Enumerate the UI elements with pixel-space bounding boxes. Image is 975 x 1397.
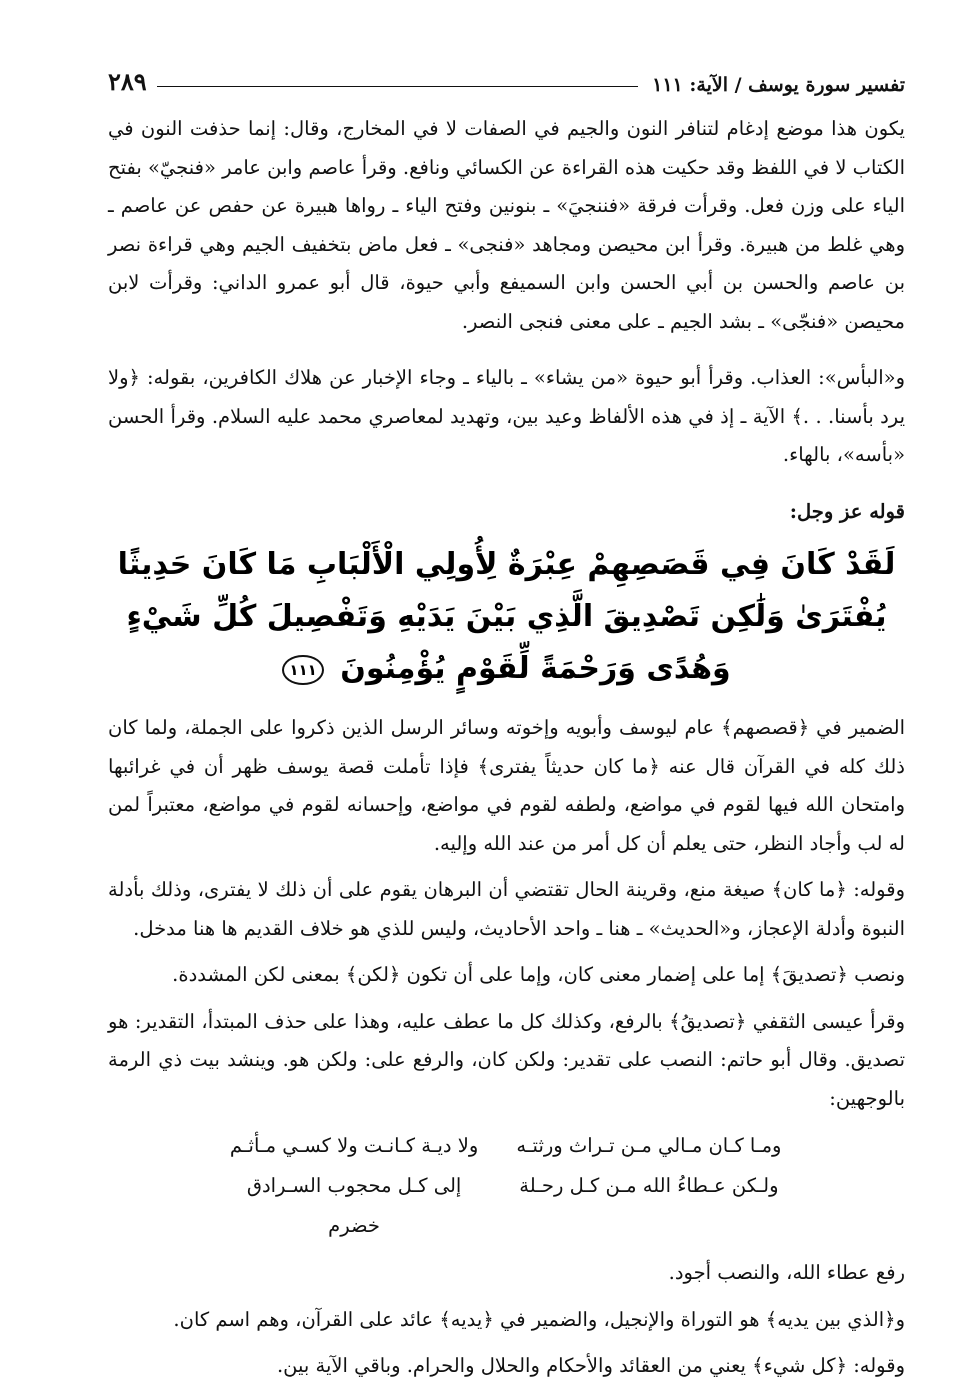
paragraph-4: الضمير في ﴿قصصهم﴾ عام ليوسف وأبويه وإخوته وسائر الرسل الذين ذكروا على الجملة، ولما كان ذلك كله في القرآن قال عنه ﴿ما كان حديثاً يفترى﴾ فإذا تأملت قصة يوسف ظهر أن في غرائبها وامتحان الله فيها لقوم في مواضع، ولطفه لقوم في مواضع، وإحسانه لقوم في مواضع، معتبراً لمن له لب وأجاد النظر، حتى يعلم أن كل أمر من عند الله وإليه. [108, 716, 905, 855]
paragraph-9: و﴿الذي بين يديه﴾ هو التوراة والإنجيل، والضمير في ﴿يديه﴾ عائد على القرآن، وهم اسم كان. [173, 1307, 905, 1331]
paragraph-1: يكون هذا موضع إدغام لتنافر النون والجيم في الصفات لا في المخارج، وقال: إنما حذفت النون في الكتاب لا في اللفظ وقد حكيت هذه القراءة عن الكسائي ونافع. وقرأ عاصم وابن عامر «فنجيّ» بفتح الياء على وزن فعل. وقرأت فرقة «فننجيَ» ـ بنونين وفتح الياء ـ رواها هبيرة عن حفص عن عاصم ـ وهي غلط من هبيرة. وقرأ ابن محيصن ومجاهد «فنجى» ـ فعل ماض بتخفيف الجيم وهي قراءة نصر بن عاصم والحسن بن أبي الحسن وابن السميفع وأبي حيوة، قال أبو عمرو الداني: وقرأت لابن محيصن «فنجّى» ـ بشد الجيم ـ على معنى فنجى النصر. [108, 117, 905, 333]
header-rule [157, 86, 638, 87]
paragraph-6: ونصب ﴿تصديقَ﴾ إما على إضمار معنى كان، وإما على أن تكون ﴿لكن﴾ بمعنى لكن المشددة. [172, 963, 905, 986]
verse-text: لَقَدْ كَانَ فِي قَصَصِهِمْ عِبْرَةٌ لِأُولِي الْأَلْبَابِ مَا كَانَ حَدِيثًا يُفْتَرَىٰ وَلَٰكِن تَصْدِيقَ الَّذِي بَيْنَ يَدَيْهِ وَتَفْصِيلَ كُلِّ شَيْءٍ وَهُدًى وَرَحْمَةً لِّقَوْمٍ يُؤْمِنُونَ [117, 547, 896, 686]
page-header [108, 62, 905, 96]
paragraph-2: و«البأس»: العذاب. وقرأ أبو حيوة «من يشاء» ـ بالياء ـ وجاء الإخبار عن هلاك الكافرين، بقوله: ﴿ولا يرد بأسنا. . .﴾ الآية ـ إذ في هذه الألفاظ وعيد بين، وتهديد لمعاصري محمد عليه السلام. وقرأ الحسن «بأسه»، بالهاء. [108, 366, 905, 466]
paragraph-8: رفع عطاء الله، والنصب أجود. [668, 1261, 905, 1284]
poem-second-hemistich: ولا ديـة كـانـت ولا كسـي مـأثـم [229, 1134, 479, 1157]
spacer [108, 349, 905, 359]
paragraph-7: وقرأ عيسى الثقفي ﴿تصديقُ﴾ بالرفع، وكذلك كل ما عطف عليه، وهذا على حذف المبتدأ، التقدير: هو تصديق. وقال أبو حاتم: النصب على تقدير: ولكن كان، والرفع على: ولكن هو. وينشد بيت ذي الرمة بالوجهين: [108, 1009, 905, 1110]
running-header-title: تفسير سورة يوسف / الآية: ١١١ [652, 74, 905, 96]
poem-line [218, 1166, 785, 1246]
poem-first-hemistich: ومـا كـان مـالي مـن تـراث ورثتـه [516, 1134, 782, 1157]
poem-first-hemistich: ولـكن عـطاءُ الله مـن كـل رحـلة [519, 1174, 779, 1197]
poetry-verses [218, 1126, 785, 1246]
paragraph-10: وقوله: ﴿كل شيء﴾ يعني من العقائد والأحكام والحلال والحرام. وباقي الآية بين. [276, 1354, 905, 1377]
quran-verse [108, 539, 905, 695]
ayah-number-marker: ١١١ [282, 655, 323, 685]
spacer [108, 483, 905, 493]
section-heading: قوله عز وجل: [789, 499, 905, 523]
page-number: ٢٨٩ [108, 67, 147, 96]
poem-second-hemistich: إلى كـل محجوب السـرادق خضرم [246, 1174, 462, 1237]
paragraph-5: وقوله: ﴿ما كان﴾ صيغة منع، وقرينة الحال تقتضي أن البرهان يقوم على أن ذلك لا يفترى، وذلك بأدلة النبوة وأدلة الإعجاز، و«الحديث» ـ هنا ـ واحد الأحاديث، وليس للذي هو خلاف القديم ها هنا مدخل. [108, 878, 905, 940]
poem-line [218, 1126, 785, 1166]
